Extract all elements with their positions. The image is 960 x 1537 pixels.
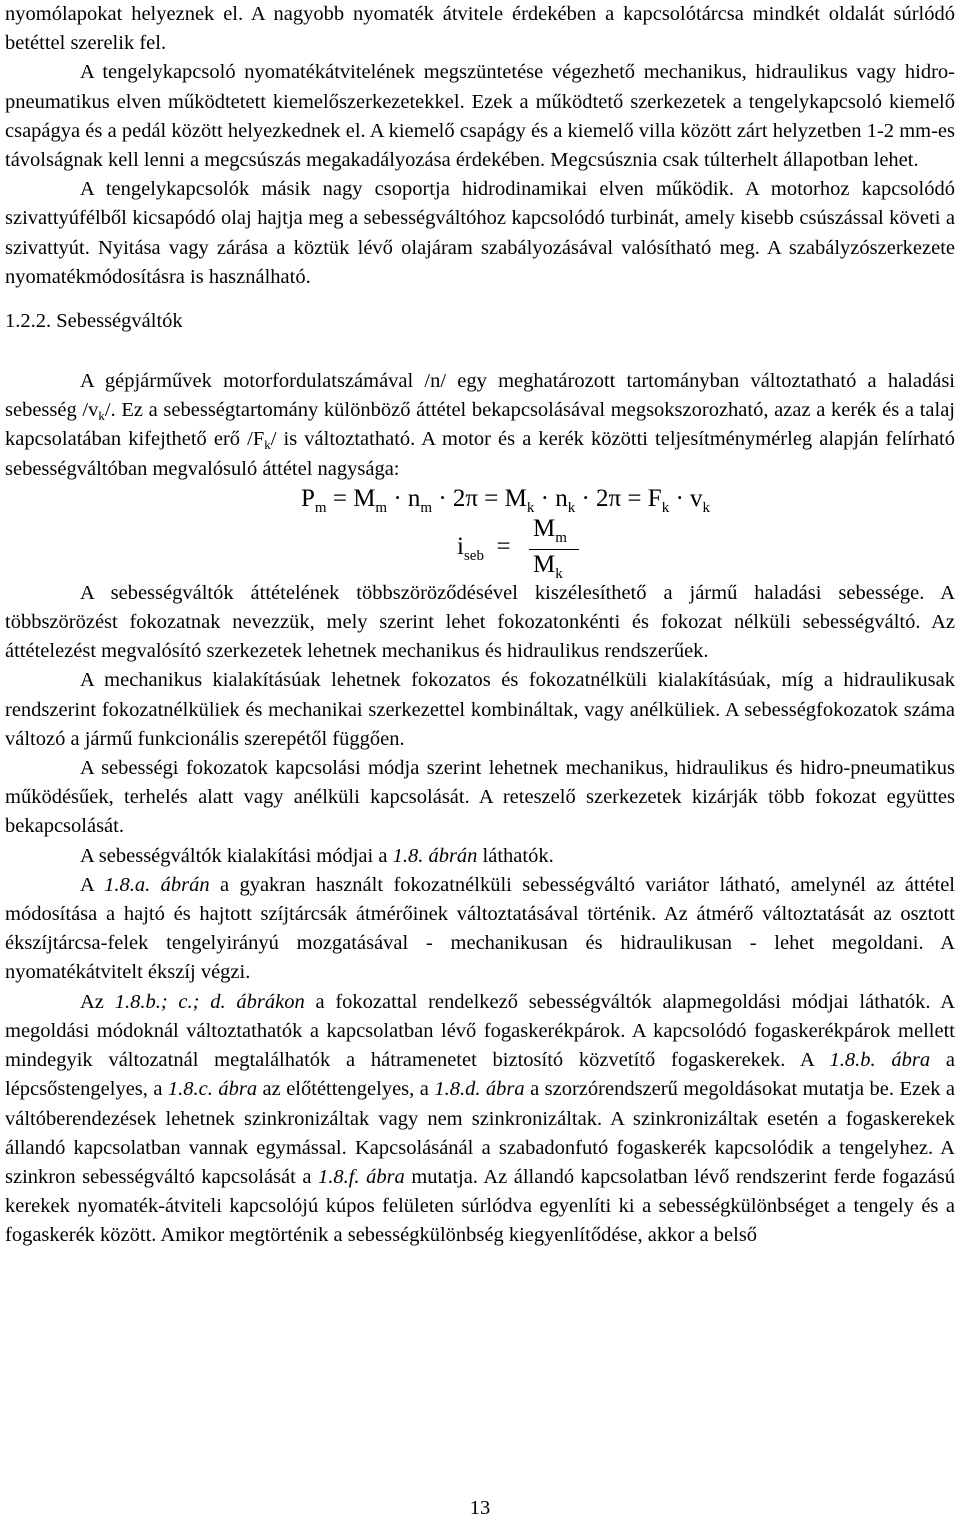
paragraph-9: A 1.8.a. ábrán a gyakran használt fokozatnélküli sebességváltó variátor látható, amelynél az áttétel módosítása a hajtó és hajtott szíjtárcsák átmérőinek változtatásával történik. Az átmérő változtatását az osztott ékszíjtárcsa-felek tengelyirányú mozgatásával - mechanikusan és hidraulikusan - lehet megoldani. A nyomatékátvitelt ékszíj végzi. bbox=[5, 873, 955, 984]
figure-reference: 1.8.f. ábra bbox=[317, 1165, 405, 1188]
figure-reference: 1.8.b.; c.; d. ábrákon bbox=[114, 990, 305, 1013]
paragraph-7: A sebességi fokozatok kapcsolási módja szerint lehetnek mechanikus, hidraulikus és hidro-pneumatikus működésűek, terhelés alatt vagy anélküli kapcsolását. A reteszelő szerkezetek kizárják több fokozat együttes bekapcsolását. bbox=[5, 757, 955, 838]
intro-text-2: /. Ez a sebességtartomány különböző áttétel bekapcsolásával megsokszorozható, azaz a kerék és a talaj kapcsolatában kifejthető erő /F bbox=[5, 399, 955, 451]
ratio-lhs: $i_{seb}$ = bbox=[457, 532, 511, 564]
paragraph-8: A sebességváltók kialakítási módjai a 1.8. ábrán láthatók. bbox=[80, 844, 554, 867]
intro-subscript-1: k bbox=[98, 408, 105, 424]
section-heading: 1.2.2. Sebességváltók bbox=[5, 310, 183, 333]
paragraph-3: A tengelykapcsolók másik nagy csoportja hidrodinamikai elven működik. A motorhoz kapcsolódó szivattyúfélből kicsapódó olaj hajtja meg a sebességváltóhoz kapcsolódó turbinát, amely kisebb csúszással követi a szivattyút. Nyitása vagy zárása a köztük lévő olajáram szabályozásával valósítható meg. A szabályzószerkezete nyomatékmódosításra is használható. bbox=[5, 178, 955, 288]
intro-text-3: / is változtatható. A motor és a kerék közötti teljesítménymérleg alapján felírható sebességváltóban megvalósuló áttétel nagysága: bbox=[5, 428, 955, 480]
document-page bbox=[5, 0, 955, 1251]
intro-text-1: A gépjárművek motorfordulatszámával /n/ egy meghatározott tartományban változtatható a haladási sebesség /v bbox=[5, 370, 955, 422]
figure-reference: 1.8.b. ábra bbox=[829, 1049, 931, 1072]
equations bbox=[5, 484, 955, 582]
paragraph-intro bbox=[5, 367, 955, 484]
paragraph-10: Az 1.8.b.; c.; d. ábrákon a fokozattal rendelkező sebességváltók alapmegoldási módjai láthatók. A megoldási módoknál változtathatók a kapcsolatban lévő fogaskerékpárok. A kapcsolódó fogaskerékpárok mellett mindegyik változatnál megtalálhatók a hátramenetet biztosító közvetítő fogaskerekek. A 1.8.b. ábra a lépcsőstengelyes, a 1.8.c. ábra az előtéttengelyes, a 1.8.d. ábra a szorzórendszerű megoldásokat mutatja be. Ezek a váltóberendezések lehetnek szinkronizáltak vagy nem szinkronizáltak. A szinkronizáltak esetén a fogaskerekek állandó kapcsolatban vannak egymással. Kapcsolásánál a szabadonfutó fogaskerék kapcsolódik a tengelyhez. A szinkron sebességváltó kapcsolását a 1.8.f. ábra mutatja. Az állandó kapcsolatban lévő rendszerint ferde fogazású kerekek nyomaték-átviteli kapcsolójú kúpos felületen súrlódva egyenlíti ki a sebességkülönbséget a tengely és a fogaskerék között. Amikor megtörténik a sebességkülönbség kiegyenlítődése, akkor a belső bbox=[5, 990, 956, 1247]
figure-reference: 1.8.a. ábrán bbox=[104, 873, 210, 896]
intro-subscript-2: k bbox=[264, 437, 271, 453]
paragraph-1: nyomólapokat helyeznek el. A nagyobb nyomaték átvitele érdekében a kapcsolótárcsa mindkét oldalát súrlódó betéttel szerelik fel. bbox=[5, 3, 955, 55]
figure-reference: 1.8.d. ábra bbox=[434, 1078, 525, 1101]
figure-reference: 1.8.c. ábra bbox=[167, 1078, 258, 1101]
paragraph-6: A mechanikus kialakításúak lehetnek fokozatos és fokozatnélküli kialakításúak, míg a hidraulikusak rendszerint fokozatnélküliek és mechanikai szerkezettel kombináltak, vagy anélküliek. A sebességfokozatok száma változó a jármű funkcionális szerepétől függően. bbox=[5, 669, 955, 750]
page-number: 13 bbox=[469, 1497, 491, 1519]
ratio-denominator: $M_k$ bbox=[533, 550, 563, 582]
ratio-numerator: $M_m$ bbox=[533, 514, 567, 546]
paragraph-5: A sebességváltók áttételének többszöröződésével kiszélesíthető a jármű haladási sebessége. A többszörözést fokozatnak nevezzük, mely szerint lehet fokozatonkénti és fokozat nélküli sebességváltó. Az áttételezést megvalósító szerkezetek lehetnek mechanikus és hidraulikus rendszerűek. bbox=[5, 581, 955, 663]
figure-reference: 1.8. ábrán bbox=[392, 844, 478, 867]
power-balance-equation: $P_m = M_m \cdot n_m \cdot 2\pi = M_k \cdot n_k \cdot 2\pi = F_k \cdot v_k$ bbox=[301, 484, 711, 516]
paragraph-2: A tengelykapcsoló nyomatékátvitelének megszüntetése végezhető mechanikus, hidraulikus vagy hidro-pneumatikus elven működtetett kiemelőszerkezetekkel. Ezek a működtető szerkezetek a tengelykapcsoló kiemelő csapágya és a pedál között helyezkednek el. A kiemelő csapágy és a kiemelő villa között zárt helyzetben 1-2 mm-es távolságnak kell lenni a megcsúszás megakadályozása érdekében. Megcsúsznia csak túlterhelt állapotban lehet. bbox=[5, 61, 955, 172]
